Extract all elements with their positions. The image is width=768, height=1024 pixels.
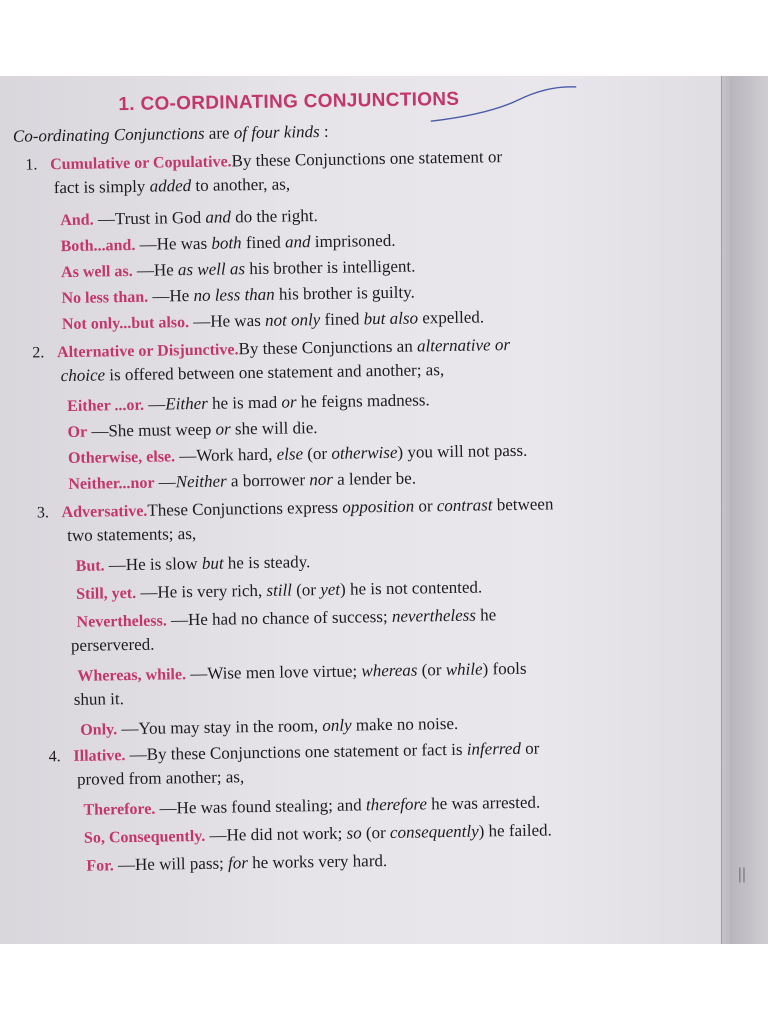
margin-mark: || bbox=[737, 866, 746, 883]
section-3-heading: 3. Adversative.These Conjunctions express opposition or contrast between bbox=[36, 494, 554, 522]
example-nevertheless-cont: perservered. bbox=[70, 634, 155, 655]
example-whereas-cont: shun it. bbox=[73, 689, 125, 709]
example-not-only-but-also: Not only...but also. —He was not only fined but also expelled. bbox=[61, 307, 485, 334]
example-and: And. —Trust in God and do the right. bbox=[60, 206, 318, 230]
example-or: Or —She must weep or she will die. bbox=[67, 418, 318, 441]
section-2-desc: choice is offered between one statement and another; as, bbox=[60, 360, 445, 386]
section-2-heading: 2. Alternative or Disjunctive.By these Conjunctions an alternative or bbox=[32, 335, 511, 362]
example-but: But. —He is slow but he is steady. bbox=[75, 552, 311, 575]
page-edge bbox=[721, 76, 730, 944]
section-3-desc: two statements; as, bbox=[67, 523, 197, 545]
example-still-yet: Still, yet. —He is very rich, still (or yet) he is not contented. bbox=[76, 577, 483, 603]
example-as-well-as: As well as. —He as well as his brother is intelligent. bbox=[60, 256, 416, 282]
example-so-consequently: So, Consequently. —He did not work; so (or consequently) he failed. bbox=[83, 820, 552, 847]
pen-underline bbox=[428, 85, 579, 127]
page-title: 1. CO-ORDINATING CONJUNCTIONS bbox=[118, 88, 460, 116]
example-neither-nor: Neither...nor —Neither a borrower nor a lender be. bbox=[68, 468, 417, 493]
example-therefore: Therefore. —He was found stealing; and therefore he was arrested. bbox=[83, 792, 541, 819]
example-both-and: Both...and. —He was both fined and imprisoned. bbox=[60, 230, 396, 256]
example-whereas-while: Whereas, while. —Wise men love virtue; whereas (or while) fools bbox=[77, 658, 527, 685]
example-no-less-than: No less than. —He no less than his brother is guilty. bbox=[61, 282, 415, 308]
section-4-heading: 4. Illative. —By these Conjunctions one statement or fact is inferred or bbox=[48, 738, 540, 766]
intro-line: Co-ordinating Conjunctions are of four kinds : bbox=[12, 121, 329, 146]
page-edge-shadow bbox=[730, 76, 768, 944]
section-1-desc: fact is simply added to another, as, bbox=[53, 174, 291, 198]
example-nevertheless: Nevertheless. —He had no chance of success; nevertheless he bbox=[76, 605, 497, 631]
example-for: For. —He will pass; for he works very hard. bbox=[86, 851, 388, 875]
example-otherwise-else: Otherwise, else. —Work hard, else (or otherwise) you will not pass. bbox=[67, 440, 528, 467]
example-either-or: Either ...or. —Either he is mad or he feigns madness. bbox=[67, 390, 430, 415]
example-only: Only. —You may stay in the room, only make no noise. bbox=[80, 713, 459, 739]
section-4-desc: proved from another; as, bbox=[76, 767, 245, 789]
page-content bbox=[0, 76, 714, 944]
section-1-heading: 1. Cumulative or Copulative.By these Conjunctions one statement or bbox=[25, 147, 503, 174]
book-page bbox=[0, 76, 768, 944]
